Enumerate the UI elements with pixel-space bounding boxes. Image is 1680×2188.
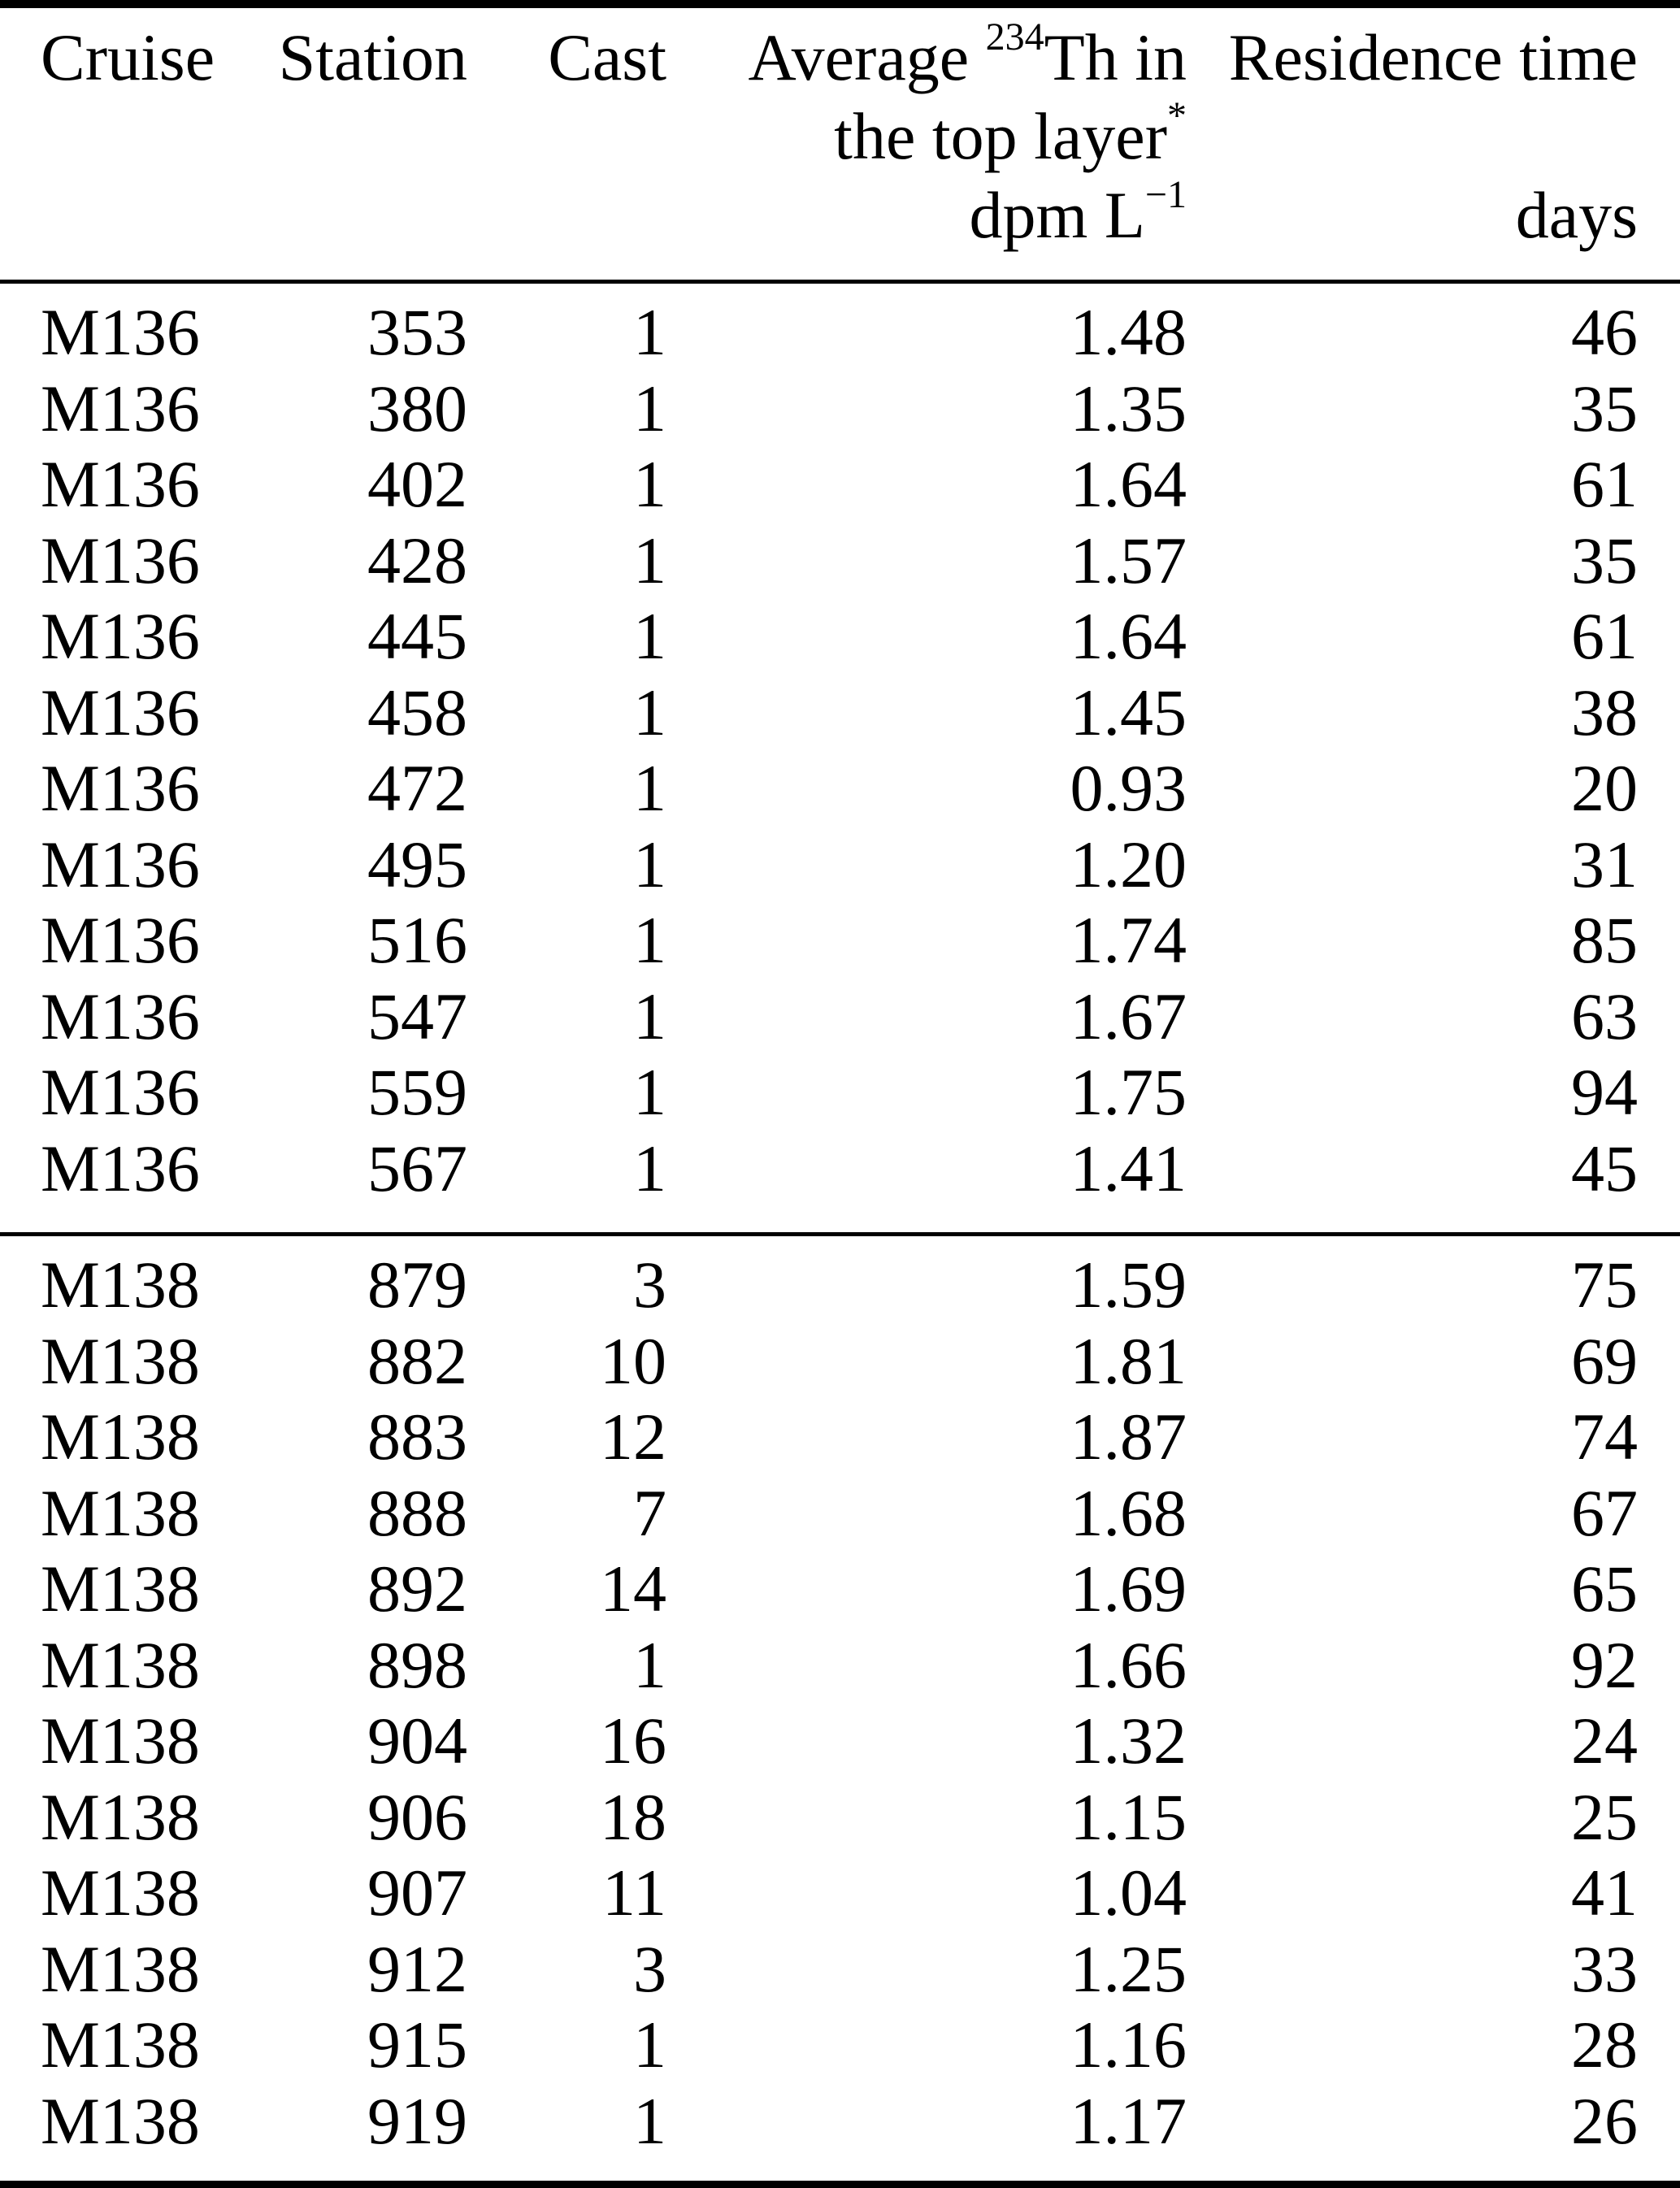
cell-residence-time: 45 (1571, 1131, 1638, 1205)
cell-residence-time: 94 (1571, 1055, 1638, 1129)
cell-station: 888 (367, 1475, 467, 1550)
cell-station: 907 (367, 1856, 467, 1930)
isotope-234-superscript: 234 (985, 15, 1044, 59)
table-bottom-rule (0, 2181, 1680, 2188)
cell-cruise: M136 (41, 903, 200, 977)
cell-cruise: M138 (41, 1779, 200, 1854)
cell-cast: 1 (633, 523, 666, 597)
header-cast (467, 18, 666, 254)
cell-cruise: M138 (41, 1856, 200, 1930)
cell-average-th: 1.69 (1070, 1552, 1187, 1626)
table-row (41, 1475, 1638, 1552)
cell-station: 904 (367, 1704, 467, 1778)
cell-station: 380 (367, 371, 467, 445)
unit-dpm-l: dpm L (969, 178, 1145, 252)
cell-cast: 11 (602, 1856, 666, 1930)
cell-residence-time: 41 (1571, 1856, 1638, 1930)
cell-station: 898 (367, 1627, 467, 1702)
cell-cast: 1 (633, 1055, 666, 1129)
table-row (41, 523, 1638, 599)
header-average-word: Average (748, 20, 986, 94)
cell-cast: 1 (633, 827, 666, 901)
cell-cruise: M138 (41, 1931, 200, 2006)
header-station (268, 18, 467, 254)
table-row (41, 1323, 1638, 1400)
table-row (41, 2007, 1638, 2083)
table-row (41, 750, 1638, 827)
cell-cruise: M136 (41, 447, 200, 521)
cell-average-th: 1.41 (1070, 1131, 1187, 1205)
cell-average-th: 1.57 (1070, 523, 1187, 597)
cell-residence-time: 65 (1571, 1552, 1638, 1626)
header-separator-rule (0, 280, 1680, 284)
table-row (41, 1931, 1638, 2008)
table-row (41, 294, 1638, 371)
cell-average-th: 1.17 (1070, 2083, 1187, 2158)
table-row (41, 979, 1638, 1055)
cell-cast: 18 (600, 1779, 666, 1854)
cell-average-th: 1.15 (1070, 1779, 1187, 1854)
cell-station: 402 (367, 447, 467, 521)
header-top-layer: the top layer (834, 99, 1167, 173)
table-row (41, 902, 1638, 979)
cell-station: 919 (367, 2083, 467, 2158)
cell-average-th: 1.04 (1070, 1856, 1187, 1930)
unit-minus-one-superscript: −1 (1144, 172, 1187, 216)
cell-cast: 14 (600, 1552, 666, 1626)
header-cruise-label: Cruise (41, 20, 215, 94)
cell-cast: 1 (633, 979, 666, 1053)
table-header (41, 15, 1638, 254)
table-row (41, 1779, 1638, 1856)
cell-residence-time: 92 (1571, 1627, 1638, 1702)
cell-average-th: 1.45 (1070, 675, 1187, 749)
cell-cruise: M138 (41, 2083, 200, 2158)
cell-residence-time: 85 (1571, 903, 1638, 977)
header-average-unit (666, 172, 1187, 254)
cell-station: 445 (367, 599, 467, 673)
cell-residence-time: 69 (1571, 1323, 1638, 1398)
cell-cast: 1 (633, 295, 666, 369)
cell-station: 906 (367, 1779, 467, 1854)
cell-cruise: M138 (41, 1475, 200, 1550)
cell-station: 892 (367, 1552, 467, 1626)
footnote-asterisk-superscript: * (1167, 93, 1187, 137)
cell-cruise: M138 (41, 1323, 200, 1398)
cell-average-th: 1.81 (1070, 1323, 1187, 1398)
cell-cruise: M136 (41, 295, 200, 369)
table-row (41, 1054, 1638, 1131)
section-separator-rule (0, 1232, 1680, 1236)
cell-cast: 1 (633, 447, 666, 521)
cell-cruise: M138 (41, 1627, 200, 1702)
cell-cast: 1 (633, 1131, 666, 1205)
cell-cruise: M138 (41, 1704, 200, 1778)
cell-residence-time: 24 (1571, 1704, 1638, 1778)
cell-average-th: 1.16 (1070, 2008, 1187, 2082)
cell-average-th: 1.32 (1070, 1704, 1187, 1778)
cell-residence-time: 61 (1571, 447, 1638, 521)
cell-cruise: M136 (41, 599, 200, 673)
cell-residence-time: 74 (1571, 1400, 1638, 1474)
cell-average-th: 0.93 (1070, 751, 1187, 825)
table-row (41, 446, 1638, 523)
table-row (41, 1247, 1638, 1323)
cell-residence-time: 61 (1571, 599, 1638, 673)
table-row (41, 1551, 1638, 1627)
cell-cast: 7 (633, 1475, 666, 1550)
cell-cruise: M136 (41, 675, 200, 749)
cell-cast: 10 (600, 1323, 666, 1398)
header-average-th (666, 15, 1187, 254)
cell-cast: 3 (633, 1248, 666, 1322)
cell-average-th: 1.48 (1070, 295, 1187, 369)
cell-average-th: 1.68 (1070, 1475, 1187, 1550)
cell-station: 516 (367, 903, 467, 977)
cell-residence-time: 31 (1571, 827, 1638, 901)
cell-average-th: 1.74 (1070, 903, 1187, 977)
cell-station: 915 (367, 2008, 467, 2082)
cell-station: 879 (367, 1248, 467, 1322)
cell-cast: 3 (633, 1931, 666, 2006)
header-residence-time (1187, 18, 1638, 254)
cell-average-th: 1.66 (1070, 1627, 1187, 1702)
table-row (41, 1703, 1638, 1779)
cell-station: 882 (367, 1323, 467, 1398)
header-station-label: Station (278, 20, 467, 94)
cell-cast: 1 (633, 903, 666, 977)
cell-residence-time: 38 (1571, 675, 1638, 749)
table-row (41, 827, 1638, 903)
cell-cruise: M136 (41, 1055, 200, 1129)
unit-days: days (1515, 178, 1638, 252)
header-cruise (41, 18, 268, 254)
cell-cruise: M138 (41, 1248, 200, 1322)
cell-cruise: M136 (41, 371, 200, 445)
cell-cast: 1 (633, 751, 666, 825)
cell-cruise: M136 (41, 827, 200, 901)
table-row (41, 371, 1638, 447)
table-row (41, 598, 1638, 675)
cell-average-th: 1.25 (1070, 1931, 1187, 2006)
cruise-m136-section (41, 294, 1638, 1206)
cell-cruise: M136 (41, 1131, 200, 1205)
table-row (41, 2083, 1638, 2160)
cell-residence-time: 35 (1571, 371, 1638, 445)
cell-station: 458 (367, 675, 467, 749)
table-row (41, 675, 1638, 751)
cell-cast: 1 (633, 1627, 666, 1702)
cell-average-th: 1.35 (1070, 371, 1187, 445)
table-row (41, 1399, 1638, 1475)
cell-cast: 1 (633, 371, 666, 445)
cell-residence-time: 46 (1571, 295, 1638, 369)
cell-average-th: 1.64 (1070, 447, 1187, 521)
cell-cruise: M138 (41, 1552, 200, 1626)
cell-station: 547 (367, 979, 467, 1053)
cell-average-th: 1.75 (1070, 1055, 1187, 1129)
cell-cruise: M138 (41, 1400, 200, 1474)
cell-cast: 12 (600, 1400, 666, 1474)
table-row (41, 1627, 1638, 1704)
cell-residence-time: 25 (1571, 1779, 1638, 1854)
cell-station: 495 (367, 827, 467, 901)
cell-average-th: 1.87 (1070, 1400, 1187, 1474)
cell-residence-time: 33 (1571, 1931, 1638, 2006)
header-residence-spacer (1187, 97, 1638, 176)
cell-station: 567 (367, 1131, 467, 1205)
cell-station: 883 (367, 1400, 467, 1474)
cell-cast: 1 (633, 2083, 666, 2158)
cell-residence-time: 67 (1571, 1475, 1638, 1550)
cell-cruise: M136 (41, 979, 200, 1053)
cell-cast: 1 (633, 2008, 666, 2082)
cell-residence-time: 35 (1571, 523, 1638, 597)
cell-average-th: 1.64 (1070, 599, 1187, 673)
table-row (41, 1131, 1638, 1207)
table-top-rule (0, 0, 1680, 8)
cell-average-th: 1.59 (1070, 1248, 1187, 1322)
cell-cast: 16 (600, 1704, 666, 1778)
cell-average-th: 1.67 (1070, 979, 1187, 1053)
table-row (41, 1855, 1638, 1931)
header-residence-label: Residence time (1228, 20, 1638, 94)
header-cast-label: Cast (548, 20, 666, 94)
cell-cruise: M136 (41, 751, 200, 825)
header-average-line1 (666, 15, 1187, 97)
cell-cruise: M136 (41, 523, 200, 597)
cell-residence-time: 28 (1571, 2008, 1638, 2082)
cell-station: 428 (367, 523, 467, 597)
cell-station: 472 (367, 751, 467, 825)
cruise-m138-section (41, 1247, 1638, 2159)
header-th-in: Th in (1044, 20, 1187, 94)
cell-average-th: 1.20 (1070, 827, 1187, 901)
cell-cast: 1 (633, 675, 666, 749)
cell-station: 353 (367, 295, 467, 369)
cell-station: 559 (367, 1055, 467, 1129)
cell-residence-time: 20 (1571, 751, 1638, 825)
cell-residence-time: 63 (1571, 979, 1638, 1053)
cell-station: 912 (367, 1931, 467, 2006)
cell-cast: 1 (633, 599, 666, 673)
cell-residence-time: 75 (1571, 1248, 1638, 1322)
header-average-line2 (666, 93, 1187, 176)
cell-cruise: M138 (41, 2008, 200, 2082)
cell-residence-time: 26 (1571, 2083, 1638, 2158)
